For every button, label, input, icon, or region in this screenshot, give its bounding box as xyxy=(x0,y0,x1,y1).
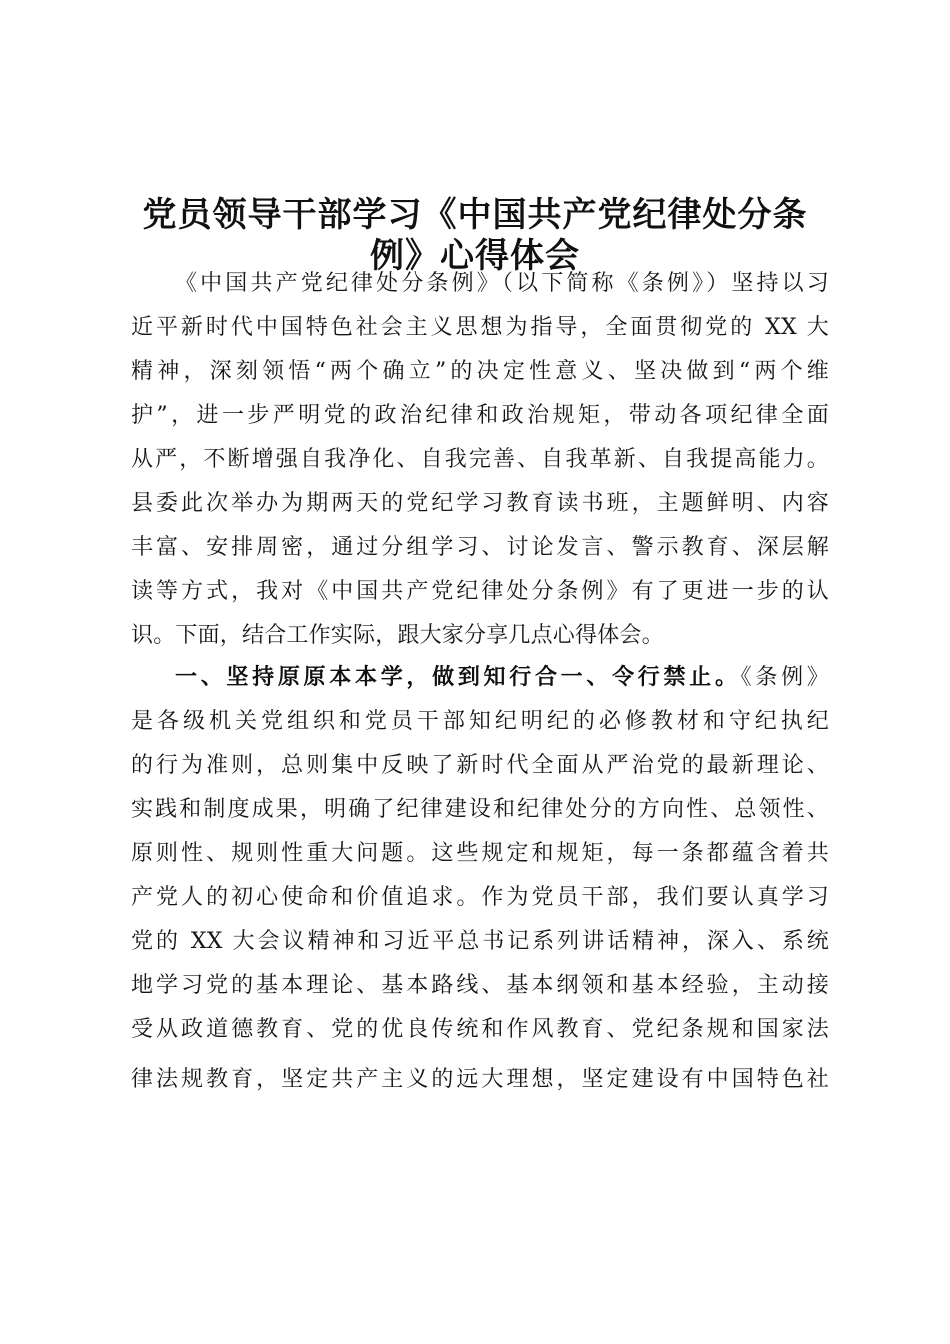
paragraph-1-line-8: 读等方式，我对《中国共产党纪律处分条例》有了更进一步的认 xyxy=(131,579,829,604)
section-1-line-9: 受从政道德教育、党的优良传统和作风教育、党纪条规和国家法 xyxy=(131,1017,829,1042)
section-1-line-10: 律法规教育，坚定共产主义的远大理想，坚定建设有中国特色社 xyxy=(131,1067,829,1092)
section-1-line-6: 产党人的初心使命和价值追求。作为党员干部，我们要认真学习 xyxy=(131,885,829,910)
paragraph-1-line-5: 从严，不断增强自我净化、自我完善、自我革新、自我提高能力。 xyxy=(131,447,829,472)
section-1-line-4: 实践和制度成果，明确了纪律建设和纪律处分的方向性、总领性、 xyxy=(131,797,829,822)
section-1-line-5: 原则性、规则性重大问题。这些规定和规矩，每一条都蕴含着共 xyxy=(131,841,829,866)
paragraph-1-line-7: 丰富、安排周密，通过分组学习、讨论发言、警示教育、深层解 xyxy=(131,535,829,560)
paragraph-1-line-4: 护”，进一步严明党的政治纪律和政治规矩，带动各项纪律全面 xyxy=(131,403,829,428)
section-1-line-8: 地学习党的基本理论、基本路线、基本纲领和基本经验，主动接 xyxy=(131,973,829,998)
section-1-heading: 一、坚持原原本本学，做到知行合一、令行禁止。 xyxy=(175,665,741,690)
paragraph-1-line-9: 识。下面，结合工作实际，跟大家分享几点心得体会。 xyxy=(131,623,664,648)
paragraph-1-line-6: 县委此次举办为期两天的党纪学习教育读书班，主题鲜明、内容 xyxy=(131,491,829,516)
section-1-first-line xyxy=(175,659,829,697)
paragraph-1-line-3: 精神，深刻领悟“两个确立”的决定性意义、坚决做到“两个维 xyxy=(131,359,829,384)
section-1-line-7: 党的 XX 大会议精神和习近平总书记系列讲话精神，深入、系统 xyxy=(131,929,829,954)
paragraph-1-line-2: 近平新时代中国特色社会主义思想为指导，全面贯彻党的 XX 大 xyxy=(131,315,829,340)
section-1-line-3: 的行为准则，总则集中反映了新时代全面从严治党的最新理论、 xyxy=(131,753,829,778)
section-1-first-line-rest: 《条例》 xyxy=(740,665,829,690)
title-line-2: 例》心得体会 xyxy=(370,236,580,276)
paragraph-1-line-1: 《中国共产党纪律处分条例》（以下简称《条例》）坚持以习 xyxy=(175,271,829,296)
title-line-1: 党员领导干部学习《中国共产党纪律处分条 xyxy=(142,195,808,235)
section-1-line-2: 是各级机关党组织和党员干部知纪明纪的必修教材和守纪执纪 xyxy=(131,709,829,734)
